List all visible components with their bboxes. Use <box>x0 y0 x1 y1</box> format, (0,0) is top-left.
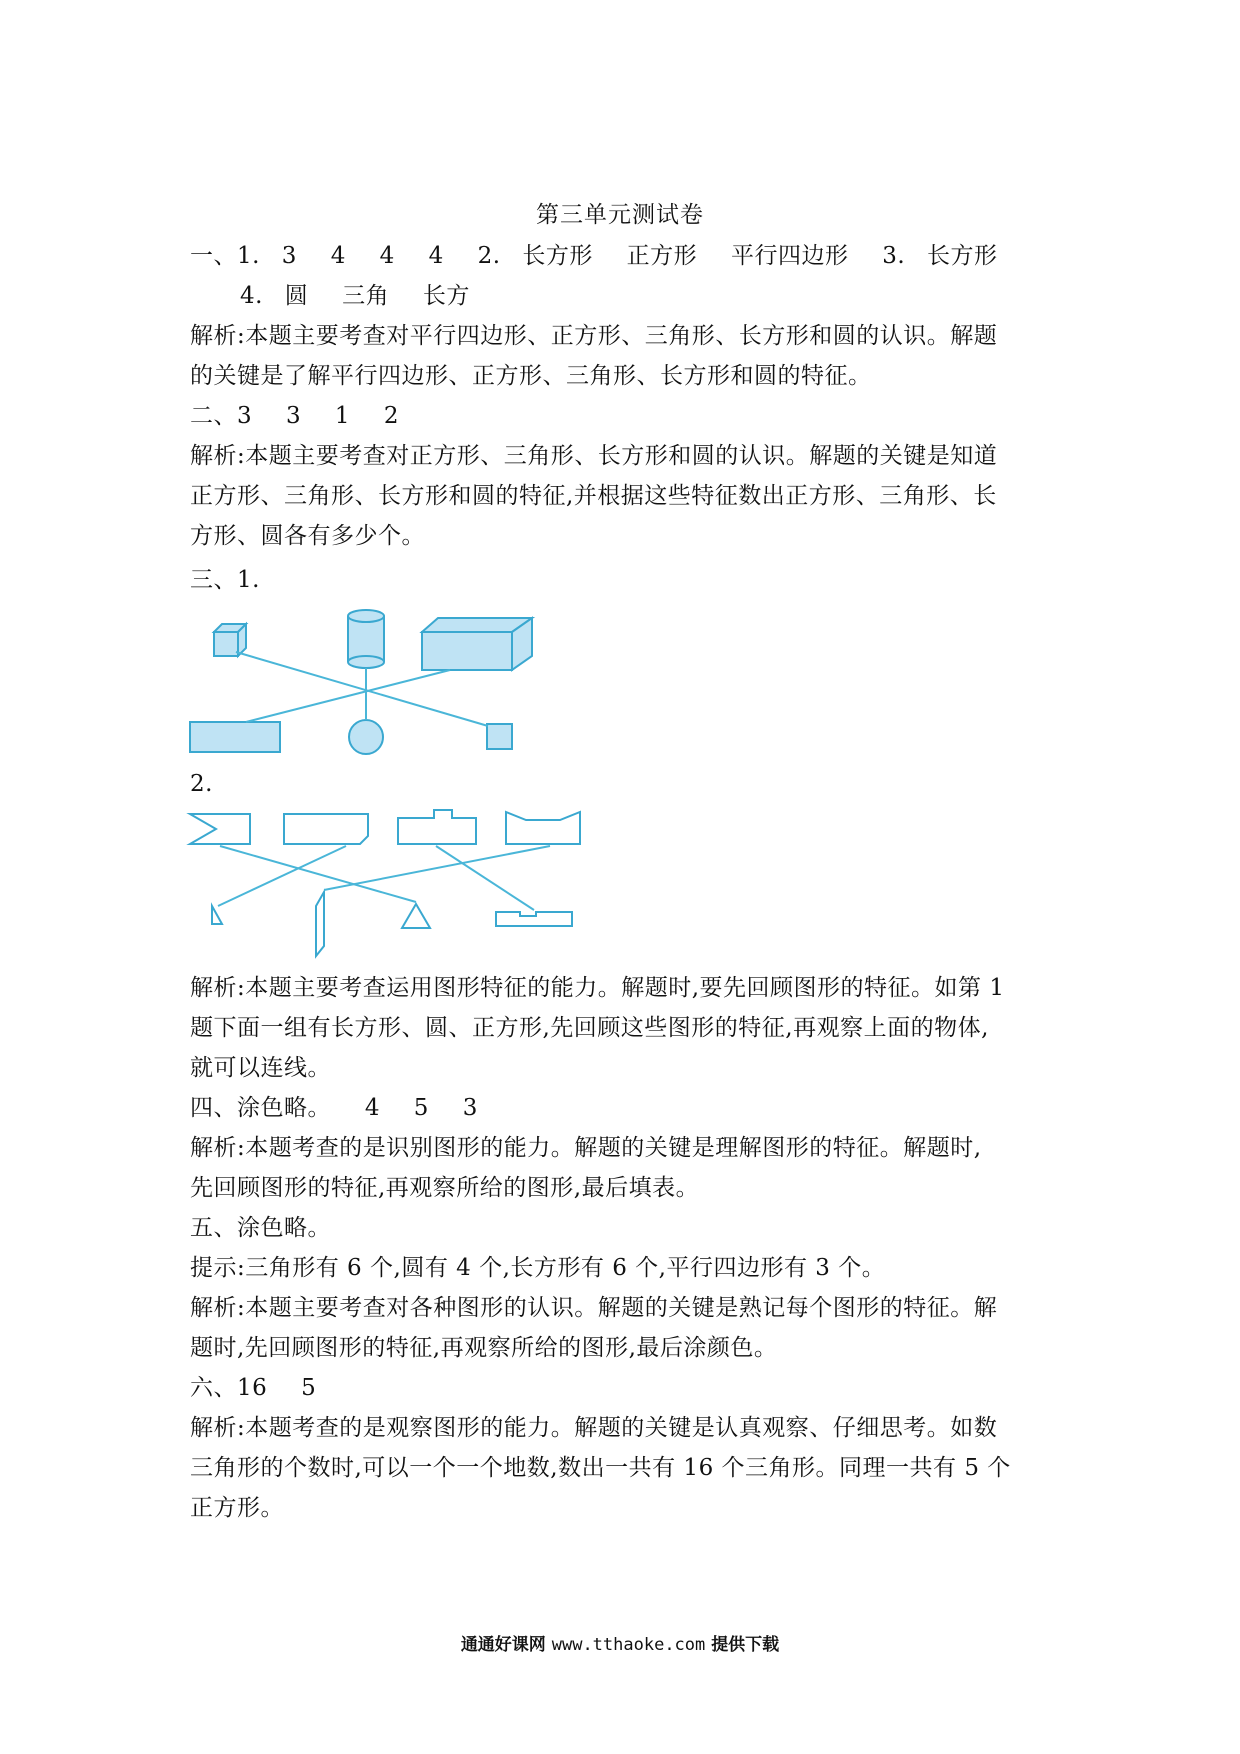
small-triangle-shape <box>212 906 222 924</box>
s3-label-1: 三、1. <box>190 567 260 593</box>
s2-answer: 二、3 3 1 2 <box>190 403 399 429</box>
square-shape <box>487 724 512 749</box>
rectangle-shape <box>190 722 280 752</box>
s5-answer: 五、涂色略。 <box>190 1215 331 1241</box>
cylinder-shape <box>348 610 384 668</box>
s1-analysis-1: 解析:本题主要考查对平行四边形、正方形、三角形、长方形和圆的认识。解题 <box>190 323 998 349</box>
match-line-cuboid-rectangle <box>246 670 450 722</box>
s5-hint: 提示:三角形有 6 个,圆有 4 个,长方形有 6 个,平行四边形有 3 个。 <box>190 1255 886 1281</box>
s2-analysis-2: 正方形、三角形、长方形和圆的特征,并根据这些特征数出正方形、三角形、长 <box>190 483 997 509</box>
s4-analysis-1: 解析:本题考查的是识别图形的能力。解题的关键是理解图形的特征。解题时, <box>190 1135 982 1161</box>
s1-answer-line2: 4. 圆 三角 长方 <box>240 283 470 309</box>
s2-analysis-1: 解析:本题主要考查对正方形、三角形、长方形和圆的认识。解题的关键是知道 <box>190 443 998 469</box>
trapezoid-cut-shape <box>506 812 580 844</box>
tab-rectangle-shape <box>398 810 476 844</box>
triangle-shape <box>402 904 430 928</box>
notched-bar-shape <box>496 912 572 926</box>
cut-corner-rectangle-shape <box>284 814 368 844</box>
notched-rectangle-shape <box>190 814 250 844</box>
s1-analysis-2: 的关键是了解平行四边形、正方形、三角形、长方形和圆的特征。 <box>190 363 872 389</box>
footer-site-name: 通通好课网 <box>460 1635 546 1655</box>
s1-answer-line1: 一、1. 3 4 4 4 2. 长方形 正方形 平行四边形 3. 长方形 <box>190 243 998 269</box>
s6-analysis-3: 正方形。 <box>190 1495 284 1521</box>
s6-analysis-2: 三角形的个数时,可以一个一个地数,数出一共有 16 个三角形。同理一共有 5 个 <box>190 1455 1011 1481</box>
s3-analysis-2: 题下面一组有长方形、圆、正方形,先回顾这些图形的特征,再观察上面的物体, <box>190 1015 989 1041</box>
match-line-d <box>324 846 550 890</box>
s6-answer: 六、16 5 <box>190 1375 317 1401</box>
s3-analysis-1: 解析:本题主要考查运用图形特征的能力。解题时,要先回顾图形的特征。如第 1 <box>190 975 1005 1001</box>
s5-analysis-2: 题时,先回顾图形的特征,再观察所给的图形,最后涂颜色。 <box>190 1335 778 1361</box>
page-title: 第三单元测试卷 <box>536 202 704 228</box>
s3-label-2: 2. <box>190 771 213 797</box>
page-footer <box>0 1630 1240 1655</box>
matching-figure-2 <box>186 806 586 966</box>
slanted-parallelogram-shape <box>316 892 324 956</box>
cube-shape <box>214 624 246 656</box>
s6-analysis-1: 解析:本题考查的是观察图形的能力。解题的关键是认真观察、仔细思考。如数 <box>190 1415 998 1441</box>
matching-figure-1 <box>186 604 546 764</box>
footer-url[interactable]: www.tthaoke.com <box>551 1635 706 1655</box>
footer-download-text: 提供下载 <box>711 1635 780 1655</box>
s4-answer: 四、涂色略。 4 5 3 <box>190 1095 478 1121</box>
s3-analysis-3: 就可以连线。 <box>190 1055 331 1081</box>
circle-shape <box>349 720 383 754</box>
cuboid-shape <box>422 618 532 670</box>
s2-analysis-3: 方形、圆各有多少个。 <box>190 523 425 549</box>
match-line-c <box>436 846 534 910</box>
s5-analysis-1: 解析:本题主要考查对各种图形的认识。解题的关键是熟记每个图形的特征。解 <box>190 1295 998 1321</box>
s4-analysis-2: 先回顾图形的特征,再观察所给的图形,最后填表。 <box>190 1175 700 1201</box>
match-line-a <box>220 846 416 902</box>
